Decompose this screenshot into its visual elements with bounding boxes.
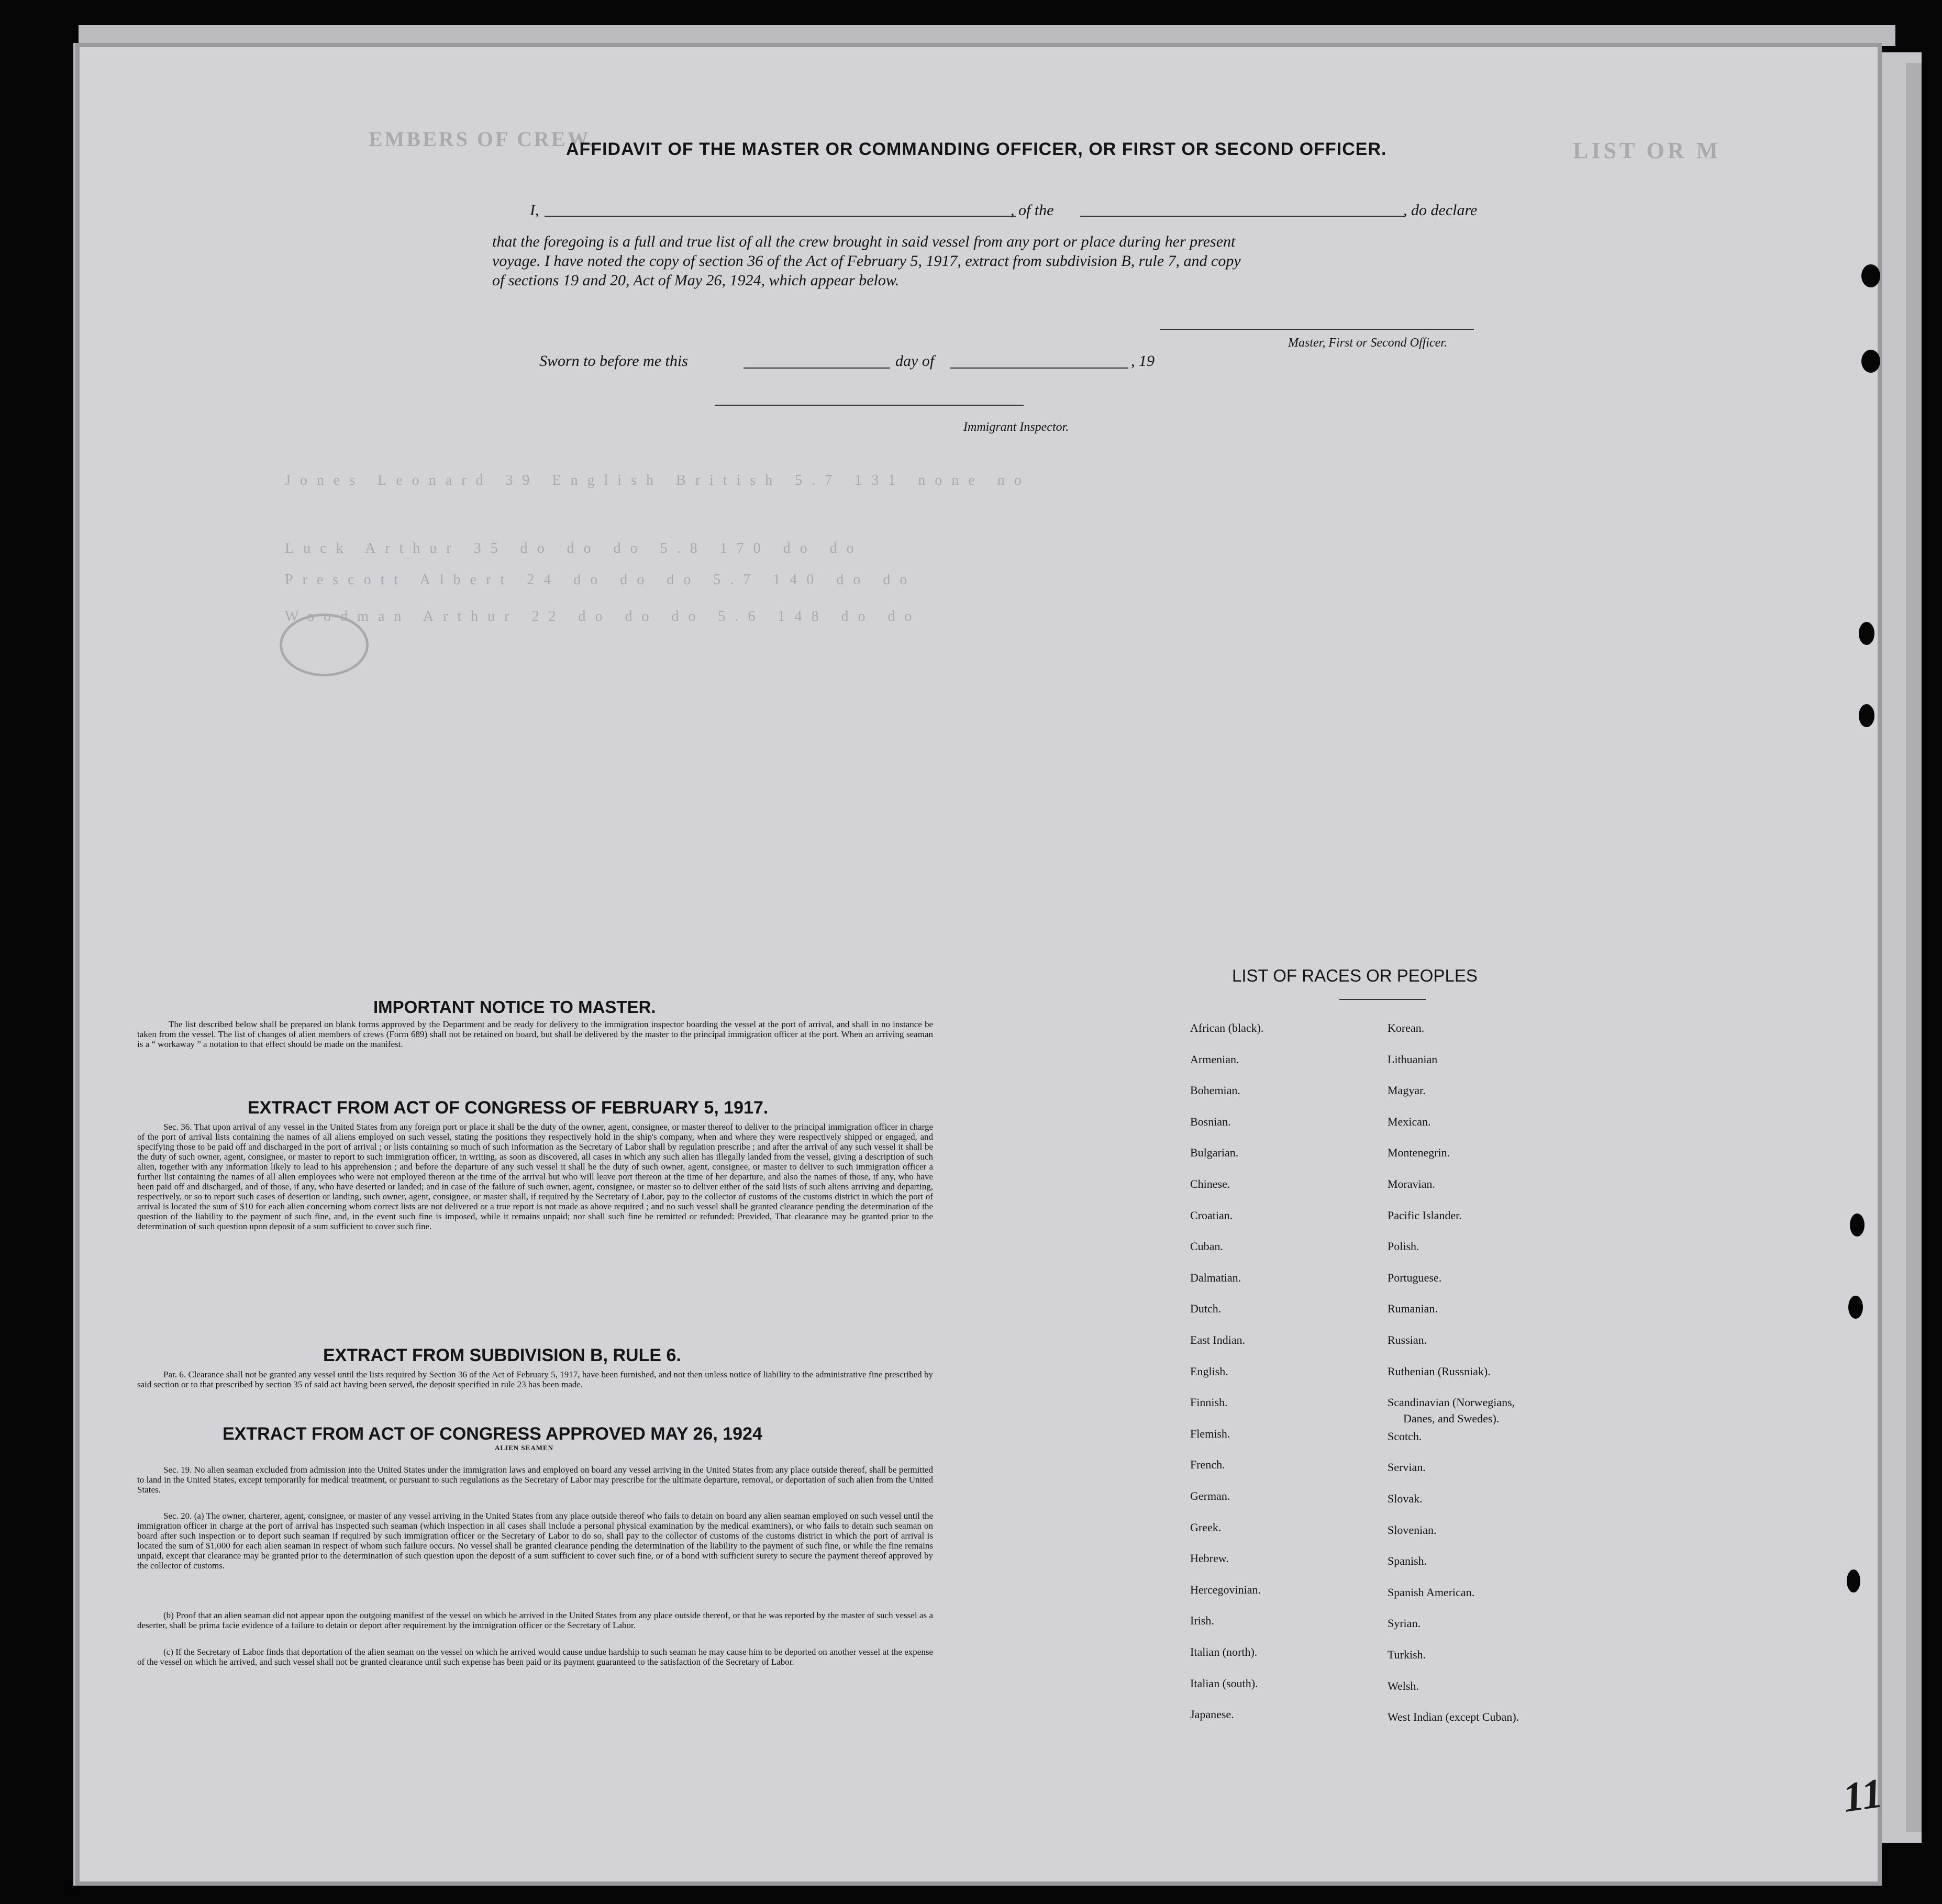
race-item: Welsh. [1388, 1679, 1419, 1693]
race-item: Polish. [1388, 1240, 1419, 1253]
affidavit-do-declare: , do declare [1403, 202, 1478, 219]
race-item: Scotch. [1388, 1430, 1422, 1443]
race-item: Mexican. [1388, 1115, 1431, 1128]
race-item: Irish. [1190, 1614, 1214, 1627]
race-item: African (black). [1190, 1021, 1264, 1034]
punch-hole-1 [1861, 264, 1880, 287]
race-item: Dutch. [1190, 1302, 1222, 1315]
race-item: Syrian. [1388, 1617, 1421, 1630]
race-item: Armenian. [1190, 1053, 1239, 1066]
race-item: Bosnian. [1190, 1115, 1231, 1128]
notice-text: The list described below shall be prepared on blank forms approved by the Department and be ready for delivery to the immigration inspector boarding the vessel at the port of arrival, and shall in no instance be taken from the vessel. The list of changes of alien members of crews (Form 689) shall not be retained on board, but shall be delivered by the master to the principal immigration officer at the port. When an arriving seaman is a “ workaway ” a notation to that effect should be made on the manifest. [137, 1019, 933, 1049]
sworn-month-blank[interactable] [950, 368, 1128, 369]
race-item: Hercegovinian. [1190, 1583, 1261, 1596]
race-item: French. [1190, 1458, 1225, 1471]
affidavit-i-label: I, [530, 202, 539, 219]
race-item: Dalmatian. [1190, 1271, 1241, 1284]
extract-1924-subtitle: ALIEN SEAMEN [495, 1444, 554, 1452]
race-item: Lithuanian [1388, 1053, 1438, 1066]
vessel-blank[interactable] [1080, 216, 1405, 217]
race-item: Slovenian. [1388, 1523, 1437, 1536]
race-item: Hebrew. [1190, 1552, 1229, 1565]
notice-title: IMPORTANT NOTICE TO MASTER. [373, 997, 656, 1017]
master-caption: Master, First or Second Officer. [1288, 336, 1447, 350]
race-item: Rumanian. [1388, 1302, 1438, 1315]
bleed-through-row-2: Luck Arthur 35 do do do 5.8 170 do do [285, 540, 863, 556]
extract-1924-title: EXTRACT FROM ACT OF CONGRESS APPROVED MAY 26, 1924 [223, 1424, 762, 1444]
race-item: Chinese. [1190, 1177, 1230, 1190]
sec-20a-text: Sec. 20. (a) The owner, charterer, agent, consignee, or master of any vessel arriving in the United States from any place outside thereof who fails to detain on board any alien seaman employed on such vessel until the immigration officer in charge at the port of arrival has inspected such seaman (which inspection in all cases shall include a personal physical examination by the medical examiners), or who fails to detain such seaman on board after such inspection or to deport such seaman if required by such immigration officer or the Secretary of Labor to do so, shall pay to the collector of customs of the customs district in which the port of arrival is located the sum of $1,000 for each alien seaman in respect of whom such failure occurs. No vessel shall be granted clearance pending the determination of the liability to the payment of such fine, or while the fine remains unpaid, except that clearance may be granted prior to the determination of such question upon the deposit of a sum sufficient to cover such fine, or of a bond with sufficient surety to secure the payment thereof approved by the collector of customs. [137, 1511, 933, 1571]
race-item: Servian. [1388, 1461, 1426, 1474]
document-sheet [73, 43, 1882, 1886]
affidavit-of-the: , of the [1011, 202, 1054, 219]
race-item: Russian. [1388, 1333, 1427, 1346]
race-item: English. [1190, 1365, 1228, 1378]
race-item: Bohemian. [1190, 1084, 1240, 1097]
race-item: Turkish. [1388, 1648, 1426, 1661]
race-item: Spanish American. [1388, 1586, 1475, 1599]
race-item: Japanese. [1190, 1708, 1234, 1721]
affidavit-line-4: of sections 19 and 20, Act of May 26, 1924, which appear below. [492, 272, 900, 289]
race-item: East Indian. [1190, 1333, 1246, 1346]
race-item: Portuguese. [1388, 1271, 1442, 1284]
inspector-caption: Immigrant Inspector. [963, 420, 1069, 434]
master-signature-blank[interactable] [1160, 329, 1474, 330]
race-item: Montenegrin. [1388, 1146, 1450, 1159]
race-item: Scandinavian (Norwegians, [1388, 1396, 1515, 1409]
race-item: Italian (south). [1190, 1677, 1258, 1690]
race-item: German. [1190, 1489, 1230, 1502]
punch-hole-4 [1859, 704, 1874, 727]
punch-hole-5 [1850, 1213, 1865, 1237]
sec-20b-text: (b) Proof that an alien seaman did not appear upon the outgoing manifest of the vessel on which he arrived in the United States from any place outside thereof, or that he was reported by the master of such vessel as a deserter, shall be prima facie evidence of a failure to detain or deport after requirement by the immigration officer or the Secretary of Labor. [137, 1610, 933, 1630]
punch-hole-3 [1859, 622, 1874, 645]
race-item: West Indian (except Cuban). [1388, 1710, 1519, 1723]
race-item: Pacific Islander. [1388, 1209, 1462, 1222]
race-item: Croatian. [1190, 1209, 1233, 1222]
race-item: Slovak. [1388, 1492, 1423, 1505]
race-item: Bulgarian. [1190, 1146, 1239, 1159]
affidavit-line-3: voyage. I have noted the copy of section 36 of the Act of February 5, 1917, extract from subdivision B, rule 7, and copy [492, 252, 1241, 270]
inspector-signature-blank[interactable] [715, 405, 1024, 406]
sworn-day-blank[interactable] [743, 368, 890, 369]
race-item: Moravian. [1388, 1177, 1436, 1190]
punch-hole-6 [1848, 1296, 1863, 1319]
race-item: Finnish. [1190, 1396, 1228, 1409]
affidavit-title: AFFIDAVIT OF THE MASTER OR COMMANDING OFFICER, OR FIRST OR SECOND OFFICER. [566, 139, 1387, 159]
race-item: Korean. [1388, 1021, 1425, 1034]
race-item: Spanish. [1388, 1554, 1427, 1567]
race-item: Magyar. [1388, 1084, 1426, 1097]
bleed-through-row-4: Woodman Arthur 22 do do do 5.6 148 do do [285, 608, 922, 625]
races-title: LIST OF RACES OR PEOPLES [1232, 966, 1478, 985]
extract-1917-title: EXTRACT FROM ACT OF CONGRESS OF FEBRUARY 5, 1917. [248, 1098, 769, 1118]
punch-hole-2 [1861, 350, 1880, 373]
bleed-through-heading-2: EMBERS OF CREW. [369, 127, 596, 151]
race-item: Greek. [1190, 1521, 1222, 1534]
bleed-through-stamp [280, 614, 369, 676]
sec-19-text: Sec. 19. No alien seaman excluded from admission into the United States under the immigration laws and employed on board any vessel arriving in the United States from any place outside thereof, shall be permitted to land in the United States, except temporarily for medical treatment, or pursuant to such regulations as the Secretary of Labor may prescribe for the ultimate departure, removal, or deportation of such alien from the United States. [137, 1465, 933, 1495]
race-scandinavian-cont: Danes, and Swedes). [1403, 1412, 1500, 1425]
bleed-through-row-1: Jones Leonard 39 English British 5.7 131 none no [285, 472, 1031, 488]
extract-rule6-title: EXTRACT FROM SUBDIVISION B, RULE 6. [323, 1345, 681, 1365]
extract-1917-text: Sec. 36. That upon arrival of any vessel in the United States from any foreign port or place it shall be the duty of the owner, agent, consignee, or master thereof to deliver to the principal immigration officer in charge of the port of arrival lists containing the names of all aliens employed on such vessel, stating the positions they respectively hold in the ship's company, when and where they were respectively shipped or engaged, and specifying those to be paid off and discharged in the port of arrival ; or lists containing so much of such information as the Secretary of Labor shall by regulation prescribe ; and after the arrival of any such vessel it shall be the duty of such owner, agent, consignee, or master to report to such immigration officer, in writing, as soon as discovered, all cases in which any such alien has illegally landed from the vessel, giving a description of such alien, together with any information likely to lead to his apprehension ; and before the departure of any such vessel it shall be the duty of such owner, agent, consignee, or master to deliver to such immigration officer a further list containing the names of all alien employees who were not employed thereon at the time of the arrival but who will leave port thereon at the time of her departure, and also the names of those, if any, who have been paid off and discharged, and of those, if any, who have deserted or landed; and in case of the failure of such owner, agent, consignee, or master so to deliver either of the said lists of such aliens arriving and departing, respectively, or so to report such cases of desertion or landing, such owner, agent, consignee, or master shall, if required by the Secretary of Labor, pay to the collector of customs of the customs district in which the port of arrival is located the sum of $10 for each alien concerning whom correct lists are not delivered or a true report is not made as above required ; and no such vessel shall be granted clearance pending the determination of the question of the liability to the payment of such fine, and, in the event such fine is imposed, while it remains unpaid; nor shall such fine be remitted or refunded: Provided, That clearance may be granted prior to the determination of such question upon deposit of a sum sufficient to cover such fine. [137, 1122, 933, 1231]
year-label: , 19 [1131, 352, 1155, 370]
sworn-label: Sworn to before me this [539, 352, 688, 370]
punch-hole-7 [1847, 1569, 1860, 1593]
race-item: Italian (north). [1190, 1645, 1258, 1658]
race-item: Ruthenian (Russniak). [1388, 1365, 1491, 1378]
bleed-through-row-3: Prescott Albert 24 do do do 5.7 140 do do [285, 572, 917, 588]
extract-rule6-text: Par. 6. Clearance shall not be granted any vessel until the lists required by Section 36 of the Act of February 5, 1917, have been furnished, and not then unless notice of liability to the administrative fine prescribed by said section or to that prescribed by section 35 of said act having been served, the deposit specified in rule 23 has been made. [137, 1369, 933, 1389]
day-of-label: day of [895, 352, 935, 370]
affidavit-line-2: that the foregoing is a full and true list of all the crew brought in said vessel from any port or place during her present [492, 233, 1236, 250]
bleed-through-heading: LIST OR M [1573, 138, 1722, 163]
race-item: Cuban. [1190, 1240, 1223, 1253]
paper-edge-right-shadow [1906, 63, 1922, 1832]
race-item: Flemish. [1190, 1427, 1230, 1440]
handwritten-page-mark: 11 [1840, 1770, 1886, 1821]
name-blank[interactable] [545, 216, 1016, 217]
sec-20c-text: (c) If the Secretary of Labor finds that deportation of the alien seaman on the vessel on which he arrived would cause undue hardship to such seaman he may cause him to be deported on another vessel at the expense of the vessel on which he arrived, and such vessel shall not be granted clearance until such expense has been paid or its payment guaranteed to the satisfaction of the Secretary of Labor. [137, 1647, 933, 1667]
races-title-rule [1339, 999, 1426, 1000]
